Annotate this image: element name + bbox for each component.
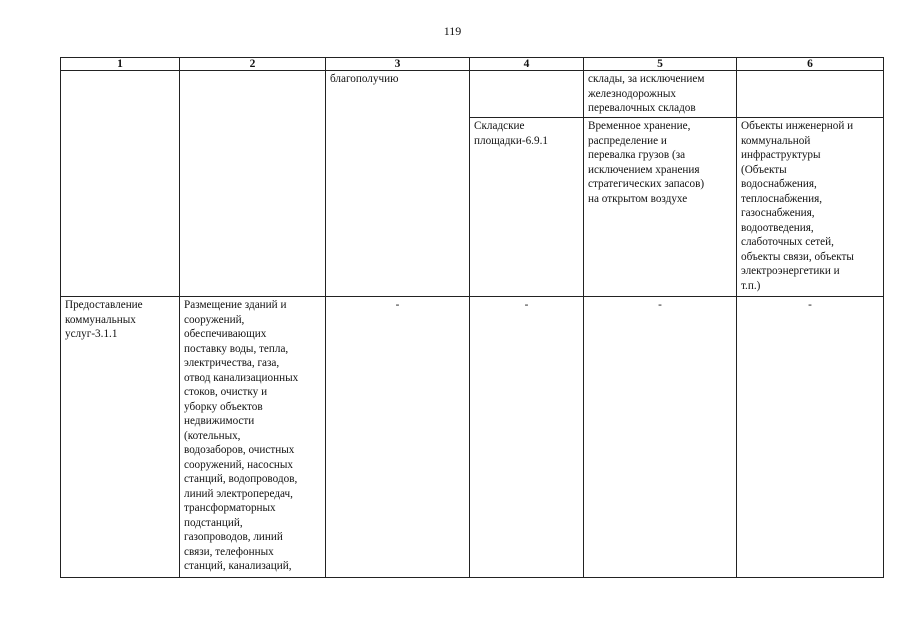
page-number: 119 (443, 24, 462, 38)
cell-text: Размещение зданий и сооружений, обеспечивающих поставку воды, тепла, электричества, газа, отвод канализационных стоков, очистку и уборку объектов недвижимости (котельных, водозаборов, очистных сооружений, насосных станций, водопроводов, линий электропередач, трансформаторных подстанций, газопроводов, линий связи, телефонных станций, канализаций, (184, 299, 299, 572)
table-cell (326, 297, 470, 578)
table-cell (584, 71, 737, 118)
header-col-6: 6 (737, 58, 884, 71)
cell-text: Объекты инженерной и коммунальной инфраструктуры (Объекты водоснабжения, теплоснабжения, газоснабжения, водоотведения, слаботочных сетей, объекты связи, объекты электроэнергетики и т.п.) (741, 120, 854, 292)
cell-text: склады, за исключением железнодорожных перевалочных складов (588, 73, 705, 114)
header-col-2: 2 (180, 58, 326, 71)
table-row (61, 297, 884, 578)
cell-text: благополучию (330, 73, 399, 85)
cell-text: - (658, 299, 662, 311)
table-cell (180, 297, 326, 578)
table-row (61, 118, 884, 297)
table-cell (470, 71, 584, 118)
header-col-1: 1 (61, 58, 180, 71)
cell-text: Временное хранение, распределение и перевалка грузов (за исключением хранения стратегических запасов) на открытом воздухе (588, 120, 705, 205)
cell-text: - (395, 299, 400, 311)
cell-text: - (524, 299, 529, 311)
header-col-4: 4 (470, 58, 584, 71)
table-cell (737, 71, 884, 118)
cell-text: Предоставление коммунальных услуг-3.1.1 (65, 299, 143, 340)
table-cell (61, 118, 180, 297)
table-cell (470, 297, 584, 578)
header-row (61, 58, 884, 71)
table-cell (737, 297, 884, 578)
table-cell (180, 71, 326, 118)
header-col-3: 3 (326, 58, 470, 71)
table-cell (326, 71, 470, 118)
table-cell (61, 297, 180, 578)
table-cell (180, 118, 326, 297)
table-cell (61, 71, 180, 118)
table-cell (584, 297, 737, 578)
table-cell (737, 118, 884, 297)
cell-text: Складские площадки-6.9.1 (474, 120, 548, 147)
header-col-5: 5 (584, 58, 737, 71)
table-cell (326, 118, 470, 297)
table-cell (470, 118, 584, 297)
zoning-table (60, 57, 884, 578)
cell-text: - (808, 299, 812, 311)
table-row (61, 71, 884, 118)
table-cell (584, 118, 737, 297)
